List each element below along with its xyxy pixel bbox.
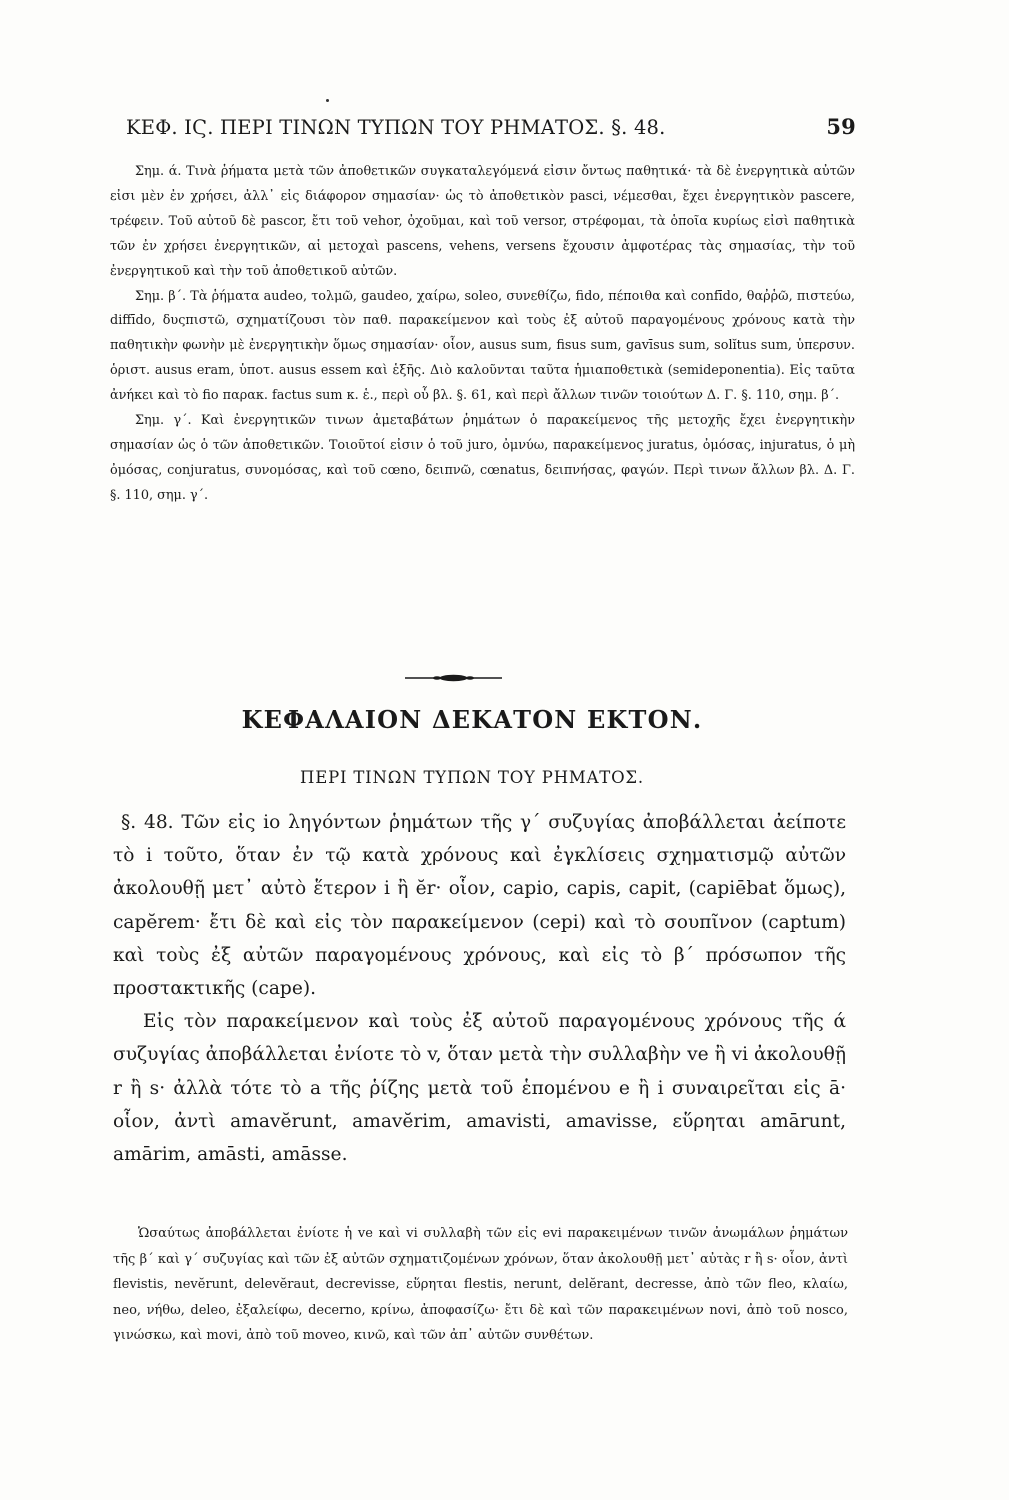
running-head-title: ΚΕΦ. ΙϚ. ΠΕΡΙ ΤΙΝΩΝ ΤΥΠΩΝ ΤΟΥ ΡΗΜΑΤΟΣ. §. 48. xyxy=(126,116,666,139)
note-paragraph: Σημ. ά. Τινὰ ῥήματα μετὰ τῶν ἀποθετικῶν συγκαταλεγόμενά εἰσιν ὄντως παθητικά· τὰ δὲ ἐνεργητικὰ αὐτῶν εἰσι μὲν ἐν χρήσει, ἀλλ᾽ εἰς διάφορον σημασίαν· ὡς τὸ ἀποθετικὸν pasci, νέμεσθαι, ἔχει ἐνεργητικὸν pascere, τρέφειν. Τοῦ αὐτοῦ δὲ pascor, ἔτι τοῦ vehor, ὀχοῦμαι, καὶ τοῦ versor, στρέφομαι, τὰ ὁποῖα κυρίως εἰσὶ παθητικὰ τῶν ἐν χρήσει ἐνεργητικῶν, αἱ μετοχαὶ pascens, vehens, versens ἔχουσιν ἀμφοτέρας τὰς σημασίας, τὴν τοῦ ἐνεργητικοῦ καὶ τὴν τοῦ ἀποθετικοῦ αὐτῶν. xyxy=(110,164,855,279)
ornament-divider xyxy=(405,672,502,684)
small-paragraph: Ὡσαύτως ἀποβάλλεται ἐνίοτε ἡ ve καὶ vi συλλαβὴ τῶν εἰς evi παρακειμένων τινῶν ἀνωμάλων ῥημάτων τῆς β΄ καὶ γ΄ συζυγίας καὶ τῶν ἐξ αὐτῶν σχηματιζομένων χρόνων, ὅταν ἀκολουθῇ μετ᾽ αὐτὰς r ἢ s· οἷον, ἀντὶ flevistis, nevĕrunt, delevĕraut, decrevisse, εὕρηται flestis, nerunt, delĕrant, decresse, ἀπὸ τῶν fleo, κλαίω, neo, νήθω, deleo, ἐξαλείφω, decerno, κρίνω, ἀποφασίζω· ἔτι δὲ καὶ τῶν παρακειμένων novi, ἀπὸ τοῦ nosco, γινώσκω, καὶ movi, ἀπὸ τοῦ moveo, κινῶ, καὶ τῶν ἀπ᾽ αὐτῶν συνθέτων. xyxy=(113,1226,848,1344)
small-print-paragraph-block xyxy=(113,1221,848,1349)
printed-dot xyxy=(326,99,329,102)
chapter-title: ΚΕΦΑΛΑΙΟΝ ΔΕΚΑΤΟΝ ΕΚΤΟΝ. xyxy=(241,705,703,734)
body-text xyxy=(113,806,846,1171)
notes-block xyxy=(110,160,855,509)
note-paragraph: Σημ. γ΄. Καὶ ἐνεργητικῶν τινων ἀμεταβάτων ῥημάτων ὁ παρακείμενος τῆς μετοχῆς ἔχει ἐνεργητικὴν σημασίαν ὡς ὁ τῶν ἀποθετικῶν. Τοιοῦτοί εἰσιν ὁ τοῦ juro, ὀμνύω, παρακείμενος juratus, ὀμόσας, injuratus, ὁ μὴ ὀμόσας, conjuratus, συνομόσας, καὶ τοῦ cœno, δειπνῶ, cœnatus, δειπνήσας, φαγών. Περὶ τινων ἄλλων βλ. Δ. Γ. §. 110, σημ. γ΄. xyxy=(110,413,855,503)
note-paragraph: Σημ. β΄. Τὰ ῥήματα audeo, τολμῶ, gaudeo, χαίρω, soleo, συνεθίζω, fido, πέποιθα καὶ confīdo, θαῤῥῶ, πιστεύω, diffīdo, δυςπιστῶ, σχηματίζουσι τὸν παθ. παρακείμενον καὶ τοὺς ἐξ αὐτοῦ παραγομένους χρόνους κατὰ τὴν παθητικὴν φωνὴν μὲ ἐνεργητικὴν ὅμως σημασίαν· οἷον, ausus sum, fisus sum, gavīsus sum, solĭtus sum, ὑπερσυν. ὁριστ. ausus eram, ὑποτ. ausus essem καὶ ἑξῆς. Διὸ καλοῦνται ταῦτα ἡμιαποθετικὰ (semideponentia). Εἰς ταῦτα ἀνήκει καὶ τὸ fio παρακ. factus sum κ. ἑ., περὶ οὗ βλ. §. 61, καὶ περὶ ἄλλων τινῶν τοιούτων Δ. Γ. §. 110, σημ. β΄. xyxy=(110,288,855,404)
body-paragraph: §. 48. Τῶν εἰς io ληγόντων ῥημάτων τῆς γ΄ συζυγίας ἀποβάλλεται ἀείποτε τὸ i τοῦτο, ὅταν ἐν τῷ κατὰ χρόνους καὶ ἐγκλίσεις σχηματισμῷ αὐτῶν ἀκολουθῇ μετ᾽ αὐτὸ ἕτερον i ἢ ĕr· οἷον, capio, capis, capit, (capiēbat ὅμως), capĕrem· ἔτι δὲ καὶ εἰς τὸν παρακείμενον (cepi) καὶ τὸ σουπῖνον (captum) καὶ τοὺς ἐξ αὐτῶν παραγομένους χρόνους, καὶ εἰς τὸ β΄ πρόσωπον τῆς προστακτικῆς (cape). xyxy=(113,812,846,1000)
running-head xyxy=(126,116,856,152)
chapter-subtitle: ΠΕΡΙ ΤΙΝΩΝ ΤΥΠΩΝ ΤΟΥ ΡΗΜΑΤΟΣ. xyxy=(300,768,644,787)
page-number: 59 xyxy=(826,114,856,139)
body-paragraph: Εἰς τὸν παρακείμενον καὶ τοὺς ἐξ αὐτοῦ παραγομένους χρόνους τῆς ά συζυγίας ἀποβάλλεται ἐνίοτε τὸ v, ὅταν μετὰ τὴν συλλαβὴν ve ἢ vi ἀκολουθῇ r ἢ s· ἀλλὰ τότε τὸ a τῆς ῥίζης μετὰ τοῦ ἑπομένου e ἢ i συναιρεῖται εἰς ā· οἷον, ἀντὶ amavĕrunt, amavĕrim, amavisti, amavisse, εὕρηται amārunt, amārim, amāsti, amāsse. xyxy=(113,1011,846,1166)
